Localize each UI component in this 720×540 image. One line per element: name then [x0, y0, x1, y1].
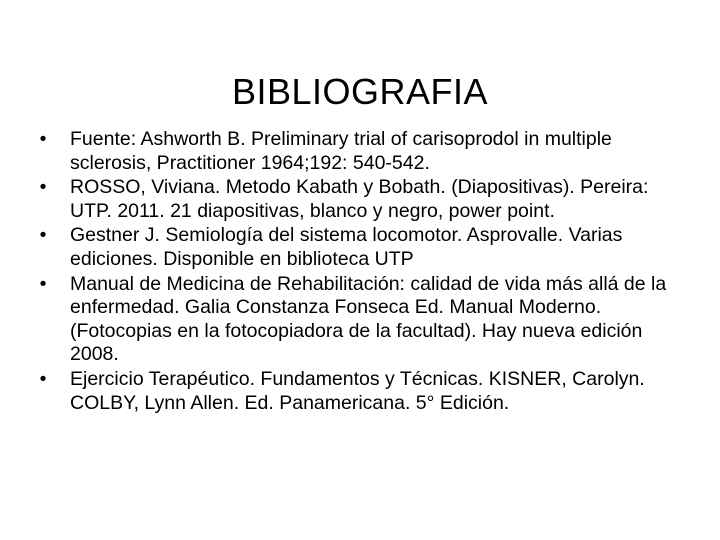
bibliography-item — [36, 224, 684, 271]
bullet-icon: • — [39, 176, 47, 199]
bibliography-item — [36, 128, 684, 175]
bibliography-item-text: Manual de Medicina de Rehabilitación: calidad de vida más allá de la enfermedad. Galia Constanza Fonseca Ed. Manual Moderno. (Fotocopias en la fotocopiadora de la facultad). Hay nueva edición 2008. — [70, 272, 667, 366]
bibliography-item — [36, 368, 684, 415]
bullet-icon: • — [39, 224, 47, 247]
bibliography-item-text: Gestner J. Semiología del sistema locomotor. Asprovalle. Varias ediciones. Disponible en biblioteca UTP — [70, 224, 623, 270]
bibliography-item-text: ROSSO, Viviana. Metodo Kabath y Bobath. (Diapositivas). Pereira: UTP. 2011. 21 diapositivas, blanco y negro, power point. — [70, 176, 649, 222]
bullet-icon: • — [39, 272, 47, 295]
bibliography-item-text: Ejercicio Terapéutico. Fundamentos y Técnicas. KISNER, Carolyn. COLBY, Lynn Allen. Ed. Panamericana. 5° Edición. — [70, 367, 645, 414]
bibliography-list — [36, 128, 684, 416]
bullet-icon: • — [39, 367, 47, 390]
bibliography-item — [36, 176, 684, 223]
slide-title: BIBLIOGRAFIA — [231, 71, 489, 113]
bibliography-item — [36, 273, 684, 367]
bullet-icon: • — [39, 128, 47, 150]
bibliography-item-text: Fuente: Ashworth B. Preliminary trial of carisoprodol in multiple sclerosis, Practitioner 1964;192: 540-542. — [70, 128, 612, 174]
